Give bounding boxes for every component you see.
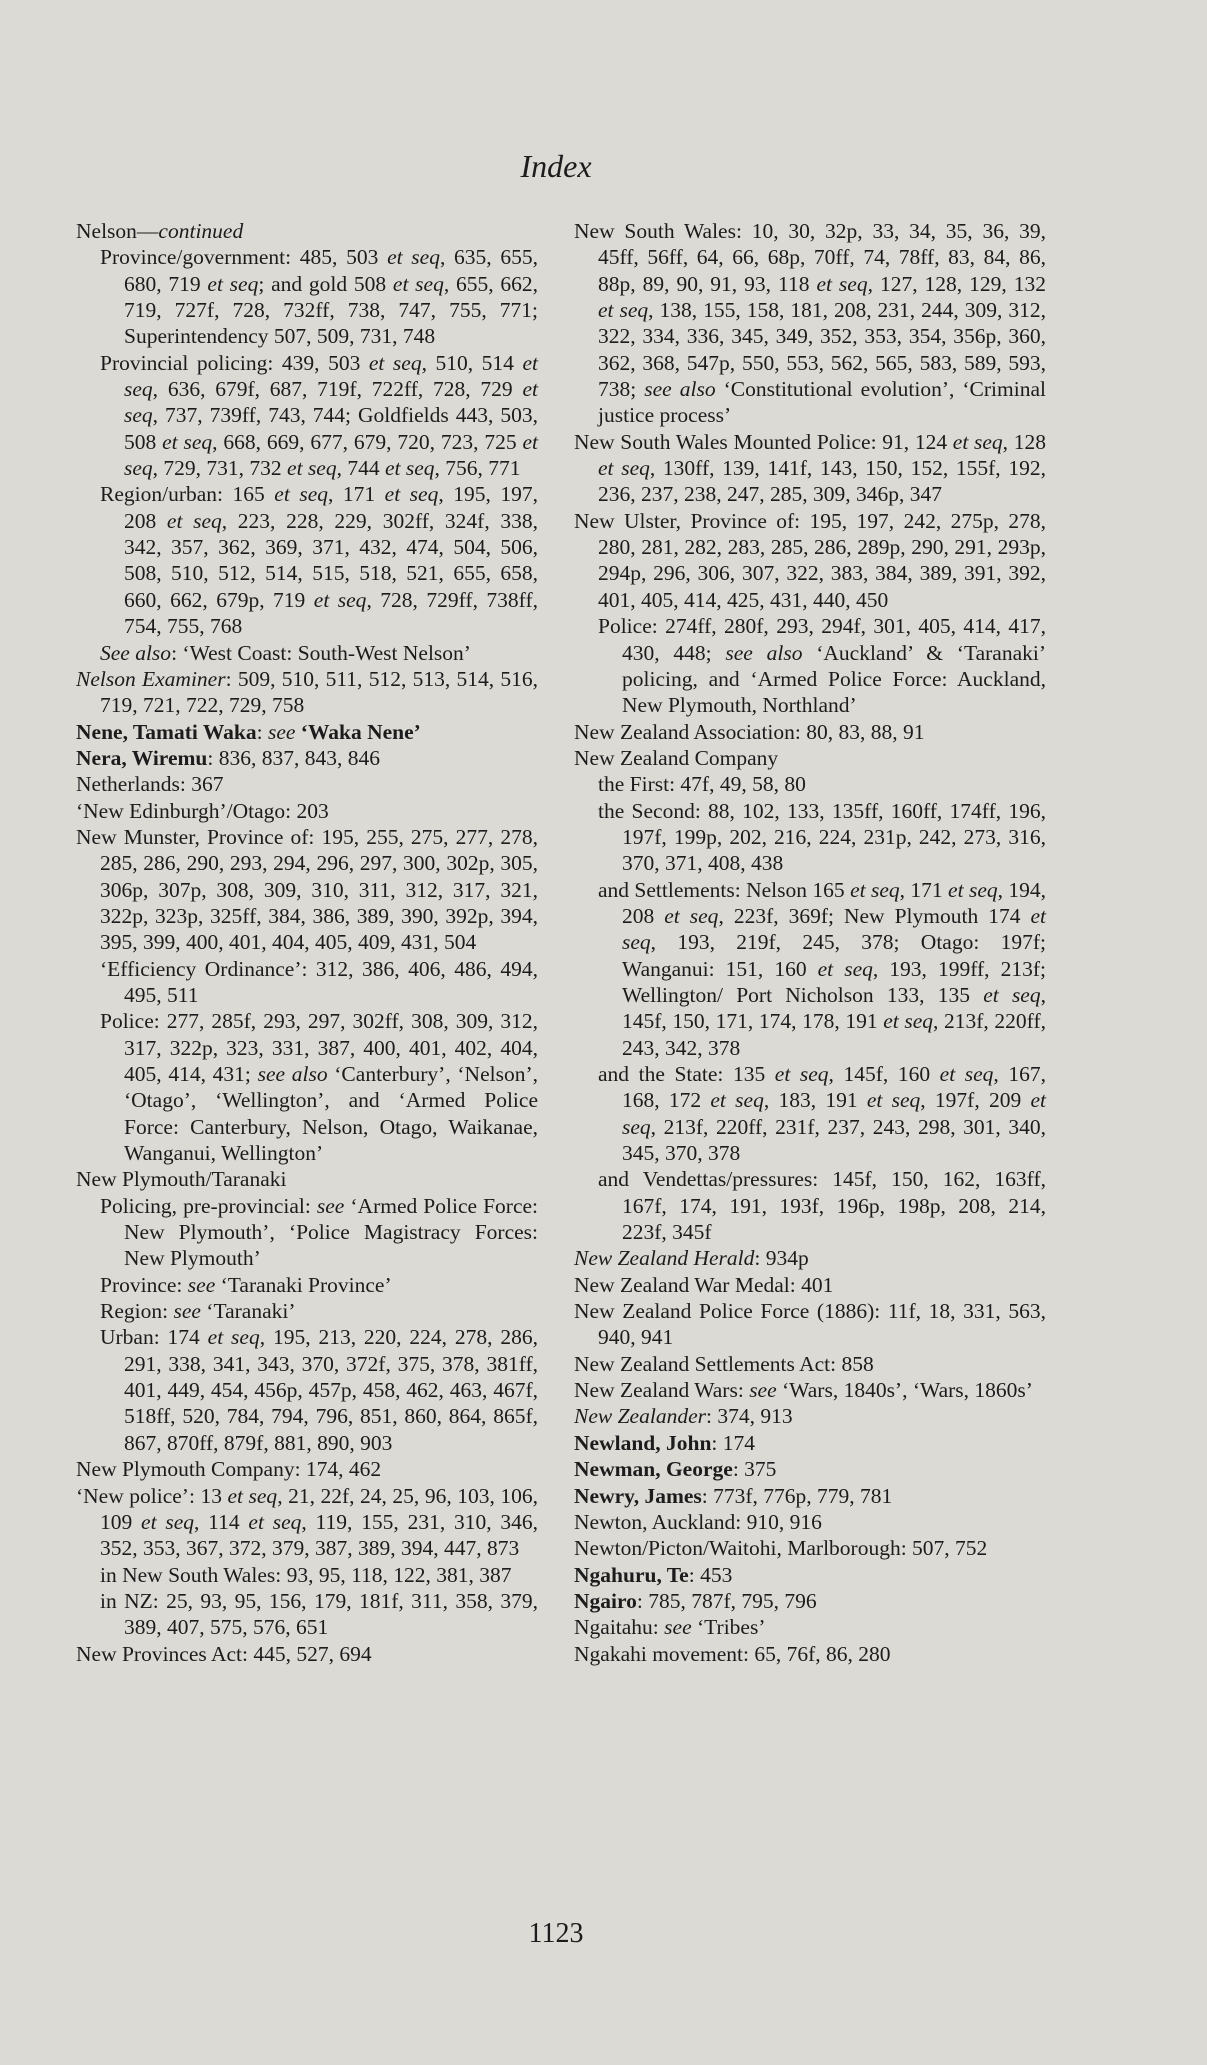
- entry-text: Province/government: 485, 503: [100, 245, 388, 270]
- index-entry: [574, 1614, 1046, 1640]
- entry-text: , 21, 22f, 24, 25, 96, 103, 106, 109: [100, 1483, 538, 1534]
- entry-text: Ngakahi movement: 65, 76f, 86, 280: [574, 1641, 891, 1666]
- entry-text: New Zealand Police Force (1886): 11f, 18, 331, 563, 940, 941: [574, 1299, 1046, 1350]
- entry-text: ‘Armed Police Force: New Plymouth’, ‘Police Magistracy Forces: New Plymouth’: [124, 1193, 539, 1271]
- entry-text: : 374, 913: [705, 1404, 793, 1429]
- entry-text: Newry, James: [574, 1483, 702, 1508]
- entry-text: et seq: [207, 1325, 260, 1350]
- entry-text: Newman, George: [574, 1457, 733, 1482]
- index-column-left: [76, 218, 538, 1667]
- entry-text: , 756, 771: [434, 456, 521, 481]
- entry-text: Region/urban: 165: [100, 482, 275, 507]
- index-subentry: [76, 640, 538, 666]
- entry-text: ‘Taranaki Province’: [215, 1272, 392, 1297]
- entry-text: , 635, 655, 680, 719: [124, 245, 538, 296]
- entry-text: et seq: [816, 271, 868, 296]
- entry-text: Police: 274ff, 280f, 293, 294f, 301, 405, 414, 417, 430, 448;: [598, 614, 1046, 665]
- index-subentry: [76, 1562, 538, 1588]
- index-entry: [574, 1588, 1046, 1614]
- entry-text: See also: [100, 640, 172, 665]
- entry-text: et seq: [124, 429, 539, 481]
- entry-text: et seq: [162, 429, 213, 454]
- entry-text: ‘Auckland’ & ‘Taranaki’ policing, and ‘Armed Police Force: Auckland, New Plymouth, Northland’: [622, 640, 1046, 718]
- entry-text: , 213f, 220ff, 243, 342, 378: [622, 1009, 1046, 1060]
- entry-text: New Zealand War Medal: 401: [574, 1272, 834, 1297]
- index-entry: [76, 824, 538, 956]
- entry-text: New South Wales: 10, 30, 32p, 33, 34, 35, 36, 39, 45ff, 56ff, 64, 66, 68p, 70ff, 74, 78ff, 83, 84, 86, 88p, 89, 90, 91, 93, 118: [574, 219, 1046, 296]
- index-subentry: [76, 956, 538, 1009]
- entry-text: ‘Canterbury’, ‘Nelson’, ‘Otago’, ‘Wellington’, and ‘Armed Police Force: Canterbury, Nelson, Otago, Waikanae, Wanganui, Wellington’: [124, 1062, 538, 1166]
- entry-text: et seq: [622, 903, 1046, 955]
- entry-text: , 127, 128, 129, 132: [867, 271, 1046, 296]
- index-entry: [574, 1245, 1046, 1271]
- index-entry: [574, 745, 1046, 771]
- entry-text: , 213f, 220ff, 231f, 237, 243, 298, 301, 340, 345, 370, 378: [622, 1114, 1046, 1166]
- entry-text: see: [749, 1378, 777, 1403]
- entry-text: see: [267, 719, 296, 744]
- entry-text: , 223, 228, 229, 302ff, 324f, 338, 342, 357, 362, 369, 371, 432, 474, 504, 506, 508, 510, 512, 514, 515, 518, 521, 655, 658, 660, 662, 679p, 719: [124, 508, 538, 612]
- entry-text: , 138, 155, 158, 181, 208, 231, 244, 309, 312, 322, 334, 336, 345, 349, 352, 353, 354, 356p, 360, 362, 368, 547p, 550, 553, 562, 565, 583, 589, 593, 738;: [598, 298, 1047, 402]
- index-subentry: [574, 798, 1046, 877]
- entry-text: , 510, 514: [421, 350, 523, 375]
- entry-text: the First: 47f, 49, 58, 80: [598, 772, 806, 797]
- entry-text: Newton, Auckland: 910, 916: [574, 1509, 822, 1534]
- entry-text: et seq: [817, 956, 873, 981]
- entry-text: New South Wales Mounted Police: 91, 124: [574, 429, 953, 454]
- index-entry: [76, 1641, 538, 1667]
- entry-text: et seq: [850, 877, 900, 902]
- entry-text: et seq: [598, 298, 649, 323]
- index-subentry: [574, 613, 1046, 718]
- index-entry: [574, 1509, 1046, 1535]
- entry-text: : 509, 510, 511, 512, 513, 514, 516, 719, 721, 722, 729, 758: [100, 666, 538, 718]
- entry-text: see also: [644, 377, 716, 402]
- entry-text: Nera, Wiremu: [76, 745, 208, 770]
- entry-text: et seq: [166, 508, 222, 533]
- entry-text: New Zealand Company: [574, 745, 779, 770]
- entry-text: et seq: [710, 1088, 764, 1113]
- entry-text: Newton/Picton/Waitohi, Marlborough: 507, 752: [574, 1536, 988, 1561]
- entry-text: ‘Taranaki’: [200, 1299, 296, 1324]
- entry-text: : 375: [732, 1457, 777, 1482]
- entry-text: Police: 277, 285f, 293, 297, 302ff, 308, 309, 312, 317, 322p, 323, 331, 387, 400, 401, 402, 404, 405, 414, 431;: [100, 1009, 538, 1086]
- index-entry: [76, 771, 538, 797]
- index-entry: [76, 1166, 538, 1192]
- entry-text: , 183, 191: [763, 1088, 867, 1113]
- index-entry: [574, 1298, 1046, 1351]
- index-column-right: [574, 218, 1046, 1667]
- entry-text: ‘Wars, 1840s’, ‘Wars, 1860s’: [776, 1378, 1033, 1403]
- index-entry: [574, 1641, 1046, 1667]
- entry-text: see also: [725, 640, 803, 665]
- index-entry: [574, 1377, 1046, 1403]
- entry-text: , 193, 219f, 245, 378; Otago: 197f; Wanganui: 151, 160: [622, 930, 1046, 981]
- entry-text: et seq: [983, 982, 1041, 1007]
- entry-text: Ngairo: [574, 1588, 637, 1613]
- entry-text: , 197f, 209: [920, 1088, 1031, 1113]
- entry-text: see: [664, 1615, 692, 1640]
- index-entry: [574, 1403, 1046, 1429]
- entry-text: New Zealand Settlements Act: 858: [574, 1351, 874, 1376]
- entry-text: New Plymouth/Taranaki: [76, 1167, 287, 1192]
- entry-text: New Plymouth Company: 174, 462: [76, 1457, 382, 1482]
- entry-text: , 128: [1002, 429, 1046, 454]
- entry-text: Nene, Tamati Waka: [76, 719, 257, 744]
- index-subentry: [574, 771, 1046, 797]
- entry-text: et seq: [124, 377, 538, 428]
- entry-text: Provincial policing: 439, 503: [100, 350, 369, 375]
- index-entry: [574, 508, 1046, 613]
- entry-text: :: [256, 719, 268, 744]
- entry-text: and Settlements: Nelson 165: [598, 877, 851, 902]
- index-entry: [574, 1562, 1046, 1588]
- entry-text: ; and gold 508: [258, 271, 393, 296]
- entry-text: New Zealand Wars:: [574, 1378, 750, 1403]
- index-entry: [574, 1483, 1046, 1509]
- entry-text: , 728, 729ff, 738ff, 754, 755, 768: [124, 587, 538, 639]
- entry-text: , 193, 199ff, 213f; Wellington/ Port Nicholson 133, 135: [622, 956, 1046, 1007]
- entry-text: ‘New Edinburgh’/Otago: 203: [76, 798, 329, 823]
- index-entry: [76, 666, 538, 719]
- entry-text: , 744: [336, 456, 385, 481]
- entry-text: Ngahuru, Te: [574, 1562, 689, 1587]
- entry-text: : 934p: [754, 1246, 809, 1271]
- index-entry: [76, 218, 538, 244]
- index-entry: [76, 1456, 538, 1482]
- entry-text: et seq: [313, 587, 367, 612]
- entry-text: ‘New police’: 13: [76, 1483, 228, 1508]
- entry-text: et seq: [392, 271, 444, 296]
- entry-text: et seq: [952, 429, 1003, 454]
- entry-text: et seq: [141, 1509, 195, 1534]
- index-entry: [574, 1430, 1046, 1456]
- entry-text: Province:: [100, 1272, 188, 1297]
- entry-text: et seq: [948, 877, 998, 902]
- entry-text: et seq: [368, 350, 422, 375]
- entry-text: et seq: [384, 456, 435, 481]
- entry-text: , 195, 213, 220, 224, 278, 286, 291, 338, 341, 343, 370, 372f, 375, 378, 381ff, 401, 449, 454, 456p, 457p, 458, 462, 463, 467f, 518ff, 520, 784, 794, 796, 851, 860, 864, 865f, 867, 870ff, 879f, 881, 890, 903: [124, 1325, 538, 1455]
- entry-text: Newland, John: [574, 1430, 712, 1455]
- entry-text: , 167, 168, 172: [622, 1062, 1046, 1113]
- index-entry: [76, 1483, 538, 1562]
- entry-text: , 171: [328, 482, 385, 507]
- entry-text: et seq: [248, 1509, 302, 1534]
- entry-text: New Zealand Herald: [574, 1246, 755, 1271]
- entry-text: Nelson Examiner: [76, 666, 226, 691]
- entry-text: , 729, 731, 732: [152, 456, 288, 481]
- entry-text: , 114: [194, 1509, 249, 1534]
- entry-text: see also: [257, 1062, 328, 1086]
- entry-text: , 668, 669, 677, 679, 720, 723, 725: [212, 429, 523, 454]
- entry-text: New Zealander: [574, 1404, 706, 1429]
- index-entry: [574, 1535, 1046, 1561]
- entry-text: , 145f, 150, 171, 174, 178, 191: [622, 982, 1046, 1034]
- entry-text: et seq: [387, 245, 440, 270]
- entry-text: : 174: [711, 1430, 756, 1455]
- entry-text: et seq: [774, 1062, 829, 1086]
- index-subentry: [76, 1588, 538, 1641]
- entry-text: the Second: 88, 102, 133, 135ff, 160ff, 174ff, 196, 197f, 199p, 202, 216, 224, 231p, 242, 273, 316, 370, 371, 408, 438: [598, 798, 1046, 876]
- entry-text: : 836, 837, 843, 846: [207, 745, 380, 770]
- entry-text: : 453: [688, 1562, 733, 1587]
- index-subentry: [574, 877, 1046, 1061]
- index-subentry: [76, 244, 538, 349]
- index-entry: [76, 745, 538, 771]
- entry-text: New Munster, Province of: 195, 255, 275, 277, 278, 285, 286, 290, 293, 294, 296, 297, 300, 302p, 305, 306p, 307p, 308, 309, 310, 311, 312, 317, 321, 322p, 323p, 325ff, 384, 386, 389, 390, 392p, 394, 395, 399, 400, 401, 404, 405, 409, 431, 504: [76, 824, 538, 955]
- entry-text: and Vendettas/pressures: 145f, 150, 162, 163ff, 167f, 174, 191, 193f, 196p, 198p, 208, 214, 223f, 345f: [598, 1167, 1046, 1245]
- index-subentry: [574, 1166, 1046, 1245]
- index-subentry: [76, 1298, 538, 1324]
- entry-text: , 636, 679f, 687, 719f, 722ff, 728, 729: [152, 377, 523, 402]
- entry-text: et seq: [384, 482, 439, 507]
- index-subentry: [76, 1272, 538, 1298]
- entry-text: Ngaitahu:: [574, 1615, 665, 1640]
- entry-text: New Provinces Act: 445, 527, 694: [76, 1641, 372, 1666]
- entry-text: , 171: [899, 877, 949, 902]
- entry-text: et seq: [207, 271, 259, 296]
- entry-text: Urban: 174: [100, 1325, 208, 1350]
- page-number: 1123: [528, 1918, 584, 1949]
- entry-text: et seq: [227, 1483, 278, 1508]
- index-entry: [76, 719, 538, 745]
- entry-text: et seq: [287, 456, 337, 481]
- entry-text: , 145f, 160: [828, 1062, 940, 1086]
- entry-text: et seq: [598, 456, 650, 481]
- entry-text: et seq: [124, 350, 538, 402]
- entry-text: see: [173, 1299, 201, 1324]
- entry-text: Region:: [100, 1299, 174, 1324]
- index-entry: [574, 1351, 1046, 1377]
- index-entry: [574, 218, 1046, 429]
- index-subentry: [76, 1008, 538, 1166]
- entry-text: and the State: 135: [598, 1062, 775, 1086]
- entry-text: in NZ: 25, 93, 95, 156, 179, 181f, 311, 358, 379, 389, 407, 575, 576, 651: [100, 1588, 538, 1640]
- entry-text: : ‘West Coast: South-West Nelson’: [171, 640, 471, 665]
- entry-text: et seq: [274, 482, 328, 507]
- entry-text: , 119, 155, 231, 310, 346, 352, 353, 367, 372, 379, 387, 389, 394, 447, 873: [100, 1509, 539, 1561]
- entry-text: , 195, 197, 208: [124, 482, 539, 533]
- entry-text: New Zealand Association: 80, 83, 88, 91: [574, 719, 925, 744]
- entry-text: Nelson—: [76, 219, 159, 243]
- entry-text: , 130ff, 139, 141f, 143, 150, 152, 155f, 192, 236, 237, 238, 247, 285, 309, 346p, 347: [598, 456, 1046, 507]
- entry-text: continued: [158, 219, 244, 243]
- entry-text: et seq: [866, 1088, 921, 1113]
- index-subentry: [574, 1061, 1046, 1166]
- entry-text: , 194, 208: [622, 877, 1047, 928]
- entry-text: , 737, 739ff, 743, 744; Goldfields 443, 503, 508: [124, 403, 538, 454]
- index-entry: [574, 1456, 1046, 1482]
- index-entry: [574, 429, 1046, 508]
- entry-text: ‘Constitutional evolution’, ‘Criminal justice process’: [598, 377, 1046, 428]
- entry-text: New Ulster, Province of: 195, 197, 242, 275p, 278, 280, 281, 282, 283, 285, 286, 289p, 290, 291, 293p, 294p, 296, 306, 307, 322, 383, 384, 389, 391, 392, 401, 405, 414, 425, 431, 440, 450: [574, 508, 1046, 612]
- page-title: Index: [520, 148, 592, 184]
- index-entry: [574, 1272, 1046, 1298]
- entry-text: ‘Efficiency Ordinance’: 312, 386, 406, 486, 494, 495, 511: [100, 956, 538, 1007]
- index-entry: [76, 798, 538, 824]
- index-entry: [574, 719, 1046, 745]
- entry-text: Policing, pre-provincial:: [100, 1193, 317, 1218]
- entry-text: in New South Wales: 93, 95, 118, 122, 381, 387: [100, 1562, 512, 1587]
- entry-text: see: [187, 1272, 216, 1297]
- index-subentry: [76, 350, 538, 482]
- entry-text: et seq: [622, 1088, 1046, 1139]
- index-subentry: [76, 481, 538, 639]
- entry-text: : 785, 787f, 795, 796: [636, 1588, 817, 1613]
- entry-text: : 773f, 776p, 779, 781: [701, 1483, 893, 1508]
- entry-text: ‘Waka Nene’: [300, 719, 421, 744]
- entry-text: , 223f, 369f; New Plymouth 174: [718, 903, 1031, 928]
- entry-text: et seq: [939, 1062, 994, 1086]
- entry-text: et seq: [664, 903, 719, 928]
- entry-text: ‘Tribes’: [691, 1615, 766, 1640]
- entry-text: Netherlands: 367: [76, 772, 224, 797]
- entry-text: , 655, 662, 719, 727f, 728, 732ff, 738, 747, 755, 771; Superintendency 507, 509, 731, 748: [124, 271, 539, 349]
- index-subentry: [76, 1193, 538, 1272]
- entry-text: see: [316, 1193, 345, 1218]
- entry-text: et seq: [883, 1009, 934, 1034]
- index-subentry: [76, 1324, 538, 1456]
